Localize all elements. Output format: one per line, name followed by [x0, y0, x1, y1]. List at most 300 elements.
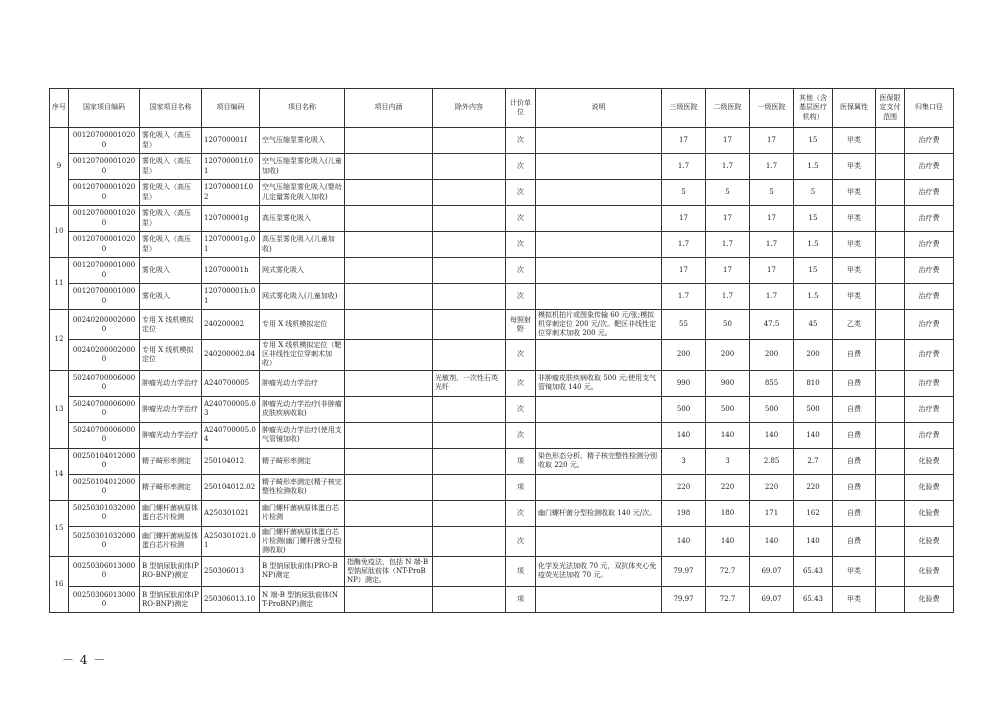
table-cell: 15	[794, 206, 833, 232]
table-cell: 502407000060000	[69, 370, 140, 396]
table-cell: 47.5	[750, 310, 794, 340]
table-cell: 500	[750, 396, 794, 422]
table-cell	[345, 526, 433, 556]
table-cell: 精子畸形率测定	[140, 474, 202, 500]
table-row	[50, 526, 954, 556]
table-cell: 855	[750, 370, 794, 396]
table-cell: 化验费	[905, 587, 954, 613]
table-row	[50, 422, 954, 448]
table-cell: 肿瘤光动力学治疗(使用支气管镜加收)	[260, 422, 345, 448]
table-cell: 项	[506, 474, 536, 500]
table-cell	[536, 206, 662, 232]
table-cell: 1.7	[706, 154, 750, 180]
table-cell	[433, 128, 506, 154]
table-row	[50, 556, 954, 586]
table-cell: 幽门螺杆菌病原体蛋白芯片检测	[140, 526, 202, 556]
table-cell: 001207000010000	[69, 258, 140, 284]
table-cell: 140	[662, 526, 706, 556]
table-cell: 指酶免疫法，包括 N 端-B 型钠尿肽前体（NT-ProBNP）测定。	[345, 556, 433, 586]
table-cell	[876, 526, 905, 556]
table-cell: 甲类	[833, 180, 876, 206]
table-cell: 雾化吸入	[140, 284, 202, 310]
table-cell: 17	[750, 206, 794, 232]
table-cell: 空气压缩泵雾化吸入(婴幼儿定量雾化吸入加收)	[260, 180, 345, 206]
table-cell: 1.7	[750, 232, 794, 258]
table-row	[50, 258, 954, 284]
table-cell	[345, 310, 433, 340]
table-cell: A250301021	[202, 500, 260, 526]
table-row	[50, 232, 954, 258]
table-cell: 002503060130000	[69, 556, 140, 586]
table-cell: 250306013.10	[202, 587, 260, 613]
table-cell: 17	[662, 128, 706, 154]
table-row	[50, 284, 954, 310]
table-cell	[433, 284, 506, 310]
table-cell: 肿瘤光动力学治疗	[260, 370, 345, 396]
table-cell	[433, 258, 506, 284]
table-cell: A240700005.03	[202, 396, 260, 422]
table-cell: 72.7	[706, 556, 750, 586]
table-cell	[876, 396, 905, 422]
table-cell: 甲类	[833, 587, 876, 613]
table-cell: 79.97	[662, 556, 706, 586]
table-cell	[536, 526, 662, 556]
table-cell: 240200002	[202, 310, 260, 340]
table-cell: 5	[794, 180, 833, 206]
table-cell: 17	[662, 206, 706, 232]
table-cell: 幽门螺杆菌病原体蛋白芯片检测	[260, 500, 345, 526]
table-cell: 45	[794, 310, 833, 340]
table-cell: 甲类	[833, 154, 876, 180]
table-cell: 自费	[833, 422, 876, 448]
table-cell: 72.7	[706, 587, 750, 613]
table-cell: 1.7	[706, 232, 750, 258]
table-cell: 001207000010200	[69, 206, 140, 232]
table-cell: 200	[662, 340, 706, 370]
table-cell: 项	[506, 556, 536, 586]
table-cell: 180	[706, 500, 750, 526]
table-cell: 15	[794, 128, 833, 154]
table-cell: B 型钠尿肽前体(PRO-BNP)测定	[140, 556, 202, 586]
table-cell: 250306013	[202, 556, 260, 586]
table-cell: 120700001g.01	[202, 232, 260, 258]
table-cell	[345, 284, 433, 310]
table-cell: 002503060130000	[69, 587, 140, 613]
column-header: 项目内涵	[345, 89, 433, 128]
table-cell	[345, 587, 433, 613]
table-cell: 198	[662, 500, 706, 526]
table-cell: 染色形态分析、精子核完整性检测分别收取 220 元。	[536, 448, 662, 474]
table-cell	[536, 284, 662, 310]
column-header: 二级医院	[706, 89, 750, 128]
table-cell: 002501040120000	[69, 474, 140, 500]
column-header: 一级医院	[750, 89, 794, 128]
table-cell: 200	[706, 340, 750, 370]
column-header: 项目名称	[260, 89, 345, 128]
table-cell: 治疗费	[905, 180, 954, 206]
table-cell: 项	[506, 587, 536, 613]
table-cell: 化学发光法加收 70 元，双抗体夹心免疫荧光法加收 70 元。	[536, 556, 662, 586]
table-cell: 肿瘤光动力学治疗	[140, 422, 202, 448]
table-cell: 140	[750, 422, 794, 448]
table-cell: 001207000010000	[69, 284, 140, 310]
table-cell: 502503010320000	[69, 526, 140, 556]
table-cell: 光敏剂、一次性石英光纤	[433, 370, 506, 396]
table-cell: 250104012.02	[202, 474, 260, 500]
table-cell	[345, 180, 433, 206]
table-cell	[876, 340, 905, 370]
table-cell: 网式雾化吸入	[260, 258, 345, 284]
table-cell	[345, 232, 433, 258]
table-cell	[876, 206, 905, 232]
table-cell: 17	[662, 258, 706, 284]
table-cell: 17	[706, 206, 750, 232]
table-cell: A250301021.01	[202, 526, 260, 556]
table-cell: 次	[506, 396, 536, 422]
table-cell	[433, 310, 506, 340]
table-cell	[536, 587, 662, 613]
table-cell	[433, 422, 506, 448]
table-cell: 化验费	[905, 500, 954, 526]
table-cell: 专用 X 线机模拟定位（靶区非线性定位穿刺术加收）	[260, 340, 345, 370]
table-cell: 次	[506, 128, 536, 154]
table-cell: 250104012	[202, 448, 260, 474]
table-cell	[345, 474, 433, 500]
table-cell: 1.7	[706, 284, 750, 310]
table-cell: 乙类	[833, 310, 876, 340]
table-cell: 幽门螺杆菌分型检测收取 140 元/次。	[536, 500, 662, 526]
table-cell: 专用 X 线机模拟定位	[260, 310, 345, 340]
table-row	[50, 448, 954, 474]
table-row	[50, 128, 954, 154]
column-header: 三级医院	[662, 89, 706, 128]
table-cell	[345, 128, 433, 154]
table-cell: 治疗费	[905, 422, 954, 448]
table-row	[50, 370, 954, 396]
table-cell: 高压泵雾化吸入(儿童加收)	[260, 232, 345, 258]
table-cell: 220	[662, 474, 706, 500]
table-cell: 专用 X 线机模拟定位	[140, 310, 202, 340]
table-cell	[345, 396, 433, 422]
table-cell: 220	[750, 474, 794, 500]
table-cell: 1.7	[750, 154, 794, 180]
table-cell: 次	[506, 206, 536, 232]
table-header-row	[50, 89, 954, 128]
table-cell: 65.43	[794, 556, 833, 586]
table-cell	[876, 500, 905, 526]
table-body	[50, 128, 954, 613]
table-row	[50, 154, 954, 180]
table-cell: 1.7	[662, 284, 706, 310]
table-cell: 精子畸形率测定(精子核完整性检测收取)	[260, 474, 345, 500]
table-cell	[433, 500, 506, 526]
table-cell: 3	[662, 448, 706, 474]
table-cell	[345, 370, 433, 396]
table-cell: 15	[794, 258, 833, 284]
table-cell: 精子畸形率测定	[140, 448, 202, 474]
table-cell: 次	[506, 422, 536, 448]
table-cell: 化验费	[905, 526, 954, 556]
seq-cell: 13	[50, 370, 69, 448]
table-cell: 肿瘤光动力学治疗	[140, 370, 202, 396]
table-cell	[876, 422, 905, 448]
table-cell: 17	[750, 258, 794, 284]
table-cell: 模拟机拍片或图象传输 60 元/张;模拟机穿刺定位 200 元/次。靶区非线性定位穿刺术加收 200 元。	[536, 310, 662, 340]
table-cell	[536, 396, 662, 422]
table-cell: 002501040120000	[69, 448, 140, 474]
table-cell: 120700001g	[202, 206, 260, 232]
table-cell: 220	[794, 474, 833, 500]
table-cell: 1.7	[662, 154, 706, 180]
table-cell: 治疗费	[905, 340, 954, 370]
table-cell	[345, 206, 433, 232]
table-cell: 5	[706, 180, 750, 206]
table-cell: 140	[750, 526, 794, 556]
table-cell: 治疗费	[905, 154, 954, 180]
table-cell: 自费	[833, 396, 876, 422]
table-cell	[876, 474, 905, 500]
table-cell: 化验费	[905, 474, 954, 500]
table-cell: 化验费	[905, 448, 954, 474]
column-header: 医保限定支付范围	[876, 89, 905, 128]
table-cell: 002402000020000	[69, 310, 140, 340]
table-cell: 001207000010200	[69, 180, 140, 206]
table-cell: 治疗费	[905, 370, 954, 396]
table-cell	[433, 180, 506, 206]
table-cell: 治疗费	[905, 258, 954, 284]
column-header: 项目编码	[202, 89, 260, 128]
table-cell	[876, 128, 905, 154]
table-cell: 500	[662, 396, 706, 422]
table-cell	[433, 340, 506, 370]
table-row	[50, 474, 954, 500]
column-header: 序号	[50, 89, 69, 128]
table-cell	[345, 258, 433, 284]
table-cell: 治疗费	[905, 206, 954, 232]
column-header: 国家项目名称	[140, 89, 202, 128]
table-cell: 17	[706, 128, 750, 154]
table-cell: 65.43	[794, 587, 833, 613]
table-cell	[345, 500, 433, 526]
table-cell: 治疗费	[905, 310, 954, 340]
table-cell: 空气压缩泵雾化吸入(儿童加收)	[260, 154, 345, 180]
table-cell: 5	[662, 180, 706, 206]
table-cell: 120700001f.02	[202, 180, 260, 206]
table-cell: 002402000020000	[69, 340, 140, 370]
table-cell: 171	[750, 500, 794, 526]
table-cell: 雾化吸入	[140, 258, 202, 284]
table-cell	[433, 556, 506, 586]
table-cell	[345, 422, 433, 448]
table-cell: 治疗费	[905, 396, 954, 422]
table-row	[50, 396, 954, 422]
table-cell: 化验费	[905, 556, 954, 586]
table-cell: 雾化吸入（高压泵）	[140, 128, 202, 154]
table-cell: 甲类	[833, 206, 876, 232]
table-cell: 200	[750, 340, 794, 370]
table-cell	[536, 154, 662, 180]
table-cell: 治疗费	[905, 128, 954, 154]
table-cell	[876, 448, 905, 474]
column-header: 归集口径	[905, 89, 954, 128]
table-cell: 自费	[833, 474, 876, 500]
table-cell: 自费	[833, 340, 876, 370]
table-cell: 1.5	[794, 232, 833, 258]
table-cell: 001207000010200	[69, 154, 140, 180]
table-cell: 200	[794, 340, 833, 370]
table-cell	[433, 232, 506, 258]
table-row	[50, 180, 954, 206]
table-cell: 240200002.04	[202, 340, 260, 370]
table-cell: 甲类	[833, 284, 876, 310]
table-cell	[536, 340, 662, 370]
seq-cell: 15	[50, 500, 69, 556]
column-header: 说明	[536, 89, 662, 128]
table-cell: A240700005.04	[202, 422, 260, 448]
table-cell: B 型钠尿肽前体(PRO-BNP)测定	[260, 556, 345, 586]
table-cell: 3	[706, 448, 750, 474]
seq-cell: 9	[50, 128, 69, 206]
table-cell: 140	[706, 526, 750, 556]
table-cell	[345, 154, 433, 180]
table-cell: 162	[794, 500, 833, 526]
table-cell	[876, 232, 905, 258]
table-cell: 220	[706, 474, 750, 500]
table-cell: 雾化吸入（高压泵）	[140, 154, 202, 180]
table-cell: 140	[794, 526, 833, 556]
table-cell: 肿瘤光动力学治疗(非肿瘤皮肤疾病收取)	[260, 396, 345, 422]
table-cell	[433, 587, 506, 613]
table-cell: 次	[506, 180, 536, 206]
table-row	[50, 587, 954, 613]
table-cell	[433, 448, 506, 474]
table-cell: 500	[706, 396, 750, 422]
table-cell: 120700001f.01	[202, 154, 260, 180]
table-cell: 1.5	[794, 154, 833, 180]
table-cell	[433, 206, 506, 232]
table-cell: 1.5	[794, 284, 833, 310]
table-cell: 1.7	[662, 232, 706, 258]
table-cell: 次	[506, 500, 536, 526]
table-cell: 140	[794, 422, 833, 448]
table-cell: 2.7	[794, 448, 833, 474]
column-header: 除外内容	[433, 89, 506, 128]
table-cell: 1.7	[750, 284, 794, 310]
table-cell: 高压泵雾化吸入	[260, 206, 345, 232]
seq-cell: 10	[50, 206, 69, 258]
table-cell: 空气压缩泵雾化吸入	[260, 128, 345, 154]
table-cell: 自费	[833, 370, 876, 396]
table-cell: 69.07	[750, 587, 794, 613]
table-cell: 次	[506, 232, 536, 258]
table-cell: 非肿瘤皮肤疾病收取 500 元;使用支气管镜加收 140 元。	[536, 370, 662, 396]
table-cell	[536, 422, 662, 448]
table-cell: 幽门螺杆菌病原体蛋白芯片检测(幽门螺杆菌分型检测收取)	[260, 526, 345, 556]
table-row	[50, 310, 954, 340]
table-cell: 次	[506, 154, 536, 180]
table-cell: 自费	[833, 500, 876, 526]
seq-cell: 12	[50, 310, 69, 371]
table-cell	[345, 448, 433, 474]
column-header: 计价单位	[506, 89, 536, 128]
table-cell	[876, 180, 905, 206]
table-cell: 次	[506, 340, 536, 370]
table-cell: A240700005	[202, 370, 260, 396]
table-cell	[876, 556, 905, 586]
column-header: 其他（含基层医疗机构）	[794, 89, 833, 128]
table-cell	[876, 370, 905, 396]
table-cell: 自费	[833, 448, 876, 474]
table-cell: 2.85	[750, 448, 794, 474]
table-cell: 甲类	[833, 258, 876, 284]
table-cell: 次	[506, 526, 536, 556]
table-cell: 甲类	[833, 556, 876, 586]
table-cell: B 型钠尿肽前体(PRO-BNP)测定	[140, 587, 202, 613]
table-cell: 120700001f	[202, 128, 260, 154]
table-cell: 810	[794, 370, 833, 396]
table-cell: 治疗费	[905, 232, 954, 258]
table-cell	[876, 587, 905, 613]
table-cell: 每照射野	[506, 310, 536, 340]
table-cell: 900	[706, 370, 750, 396]
seq-cell: 11	[50, 258, 69, 310]
table-cell: 001207000010200	[69, 128, 140, 154]
table-cell: 140	[662, 422, 706, 448]
table-cell: 网式雾化吸入(儿童加收)	[260, 284, 345, 310]
table-cell	[876, 284, 905, 310]
table-row	[50, 206, 954, 232]
column-header: 医保属性	[833, 89, 876, 128]
table-cell	[536, 232, 662, 258]
table-cell: 140	[706, 422, 750, 448]
table-cell: 990	[662, 370, 706, 396]
table-row	[50, 500, 954, 526]
table-cell: 项	[506, 448, 536, 474]
table-cell: 502503010320000	[69, 500, 140, 526]
table-cell: 雾化吸入（高压泵）	[140, 206, 202, 232]
table-cell: 50	[706, 310, 750, 340]
table-cell: 69.07	[750, 556, 794, 586]
table-cell: N 端-B 型钠尿肽前体(NT-ProBNP)测定	[260, 587, 345, 613]
table-cell: 雾化吸入（高压泵）	[140, 180, 202, 206]
table-cell: 502407000060000	[69, 422, 140, 448]
table-cell: 雾化吸入（高压泵）	[140, 232, 202, 258]
table-cell: 79.97	[662, 587, 706, 613]
table-cell: 001207000010200	[69, 232, 140, 258]
table-cell: 专用 X 线机模拟定位	[140, 340, 202, 370]
table-cell	[876, 258, 905, 284]
table-cell: 甲类	[833, 128, 876, 154]
table-cell: 甲类	[833, 232, 876, 258]
table-cell	[876, 310, 905, 340]
table-cell: 自费	[833, 526, 876, 556]
table-cell: 17	[750, 128, 794, 154]
table-cell	[433, 154, 506, 180]
table-cell: 120700001h.01	[202, 284, 260, 310]
table-cell: 精子畸形率测定	[260, 448, 345, 474]
column-header: 国家项目编码	[69, 89, 140, 128]
table-cell	[536, 128, 662, 154]
table-cell	[536, 258, 662, 284]
table-cell	[433, 526, 506, 556]
table-cell	[433, 474, 506, 500]
table-cell: 治疗费	[905, 284, 954, 310]
table-cell: 5	[750, 180, 794, 206]
table-cell: 次	[506, 284, 536, 310]
table-cell: 幽门螺杆菌病原体蛋白芯片检测	[140, 500, 202, 526]
table-cell	[536, 474, 662, 500]
table-cell	[876, 154, 905, 180]
